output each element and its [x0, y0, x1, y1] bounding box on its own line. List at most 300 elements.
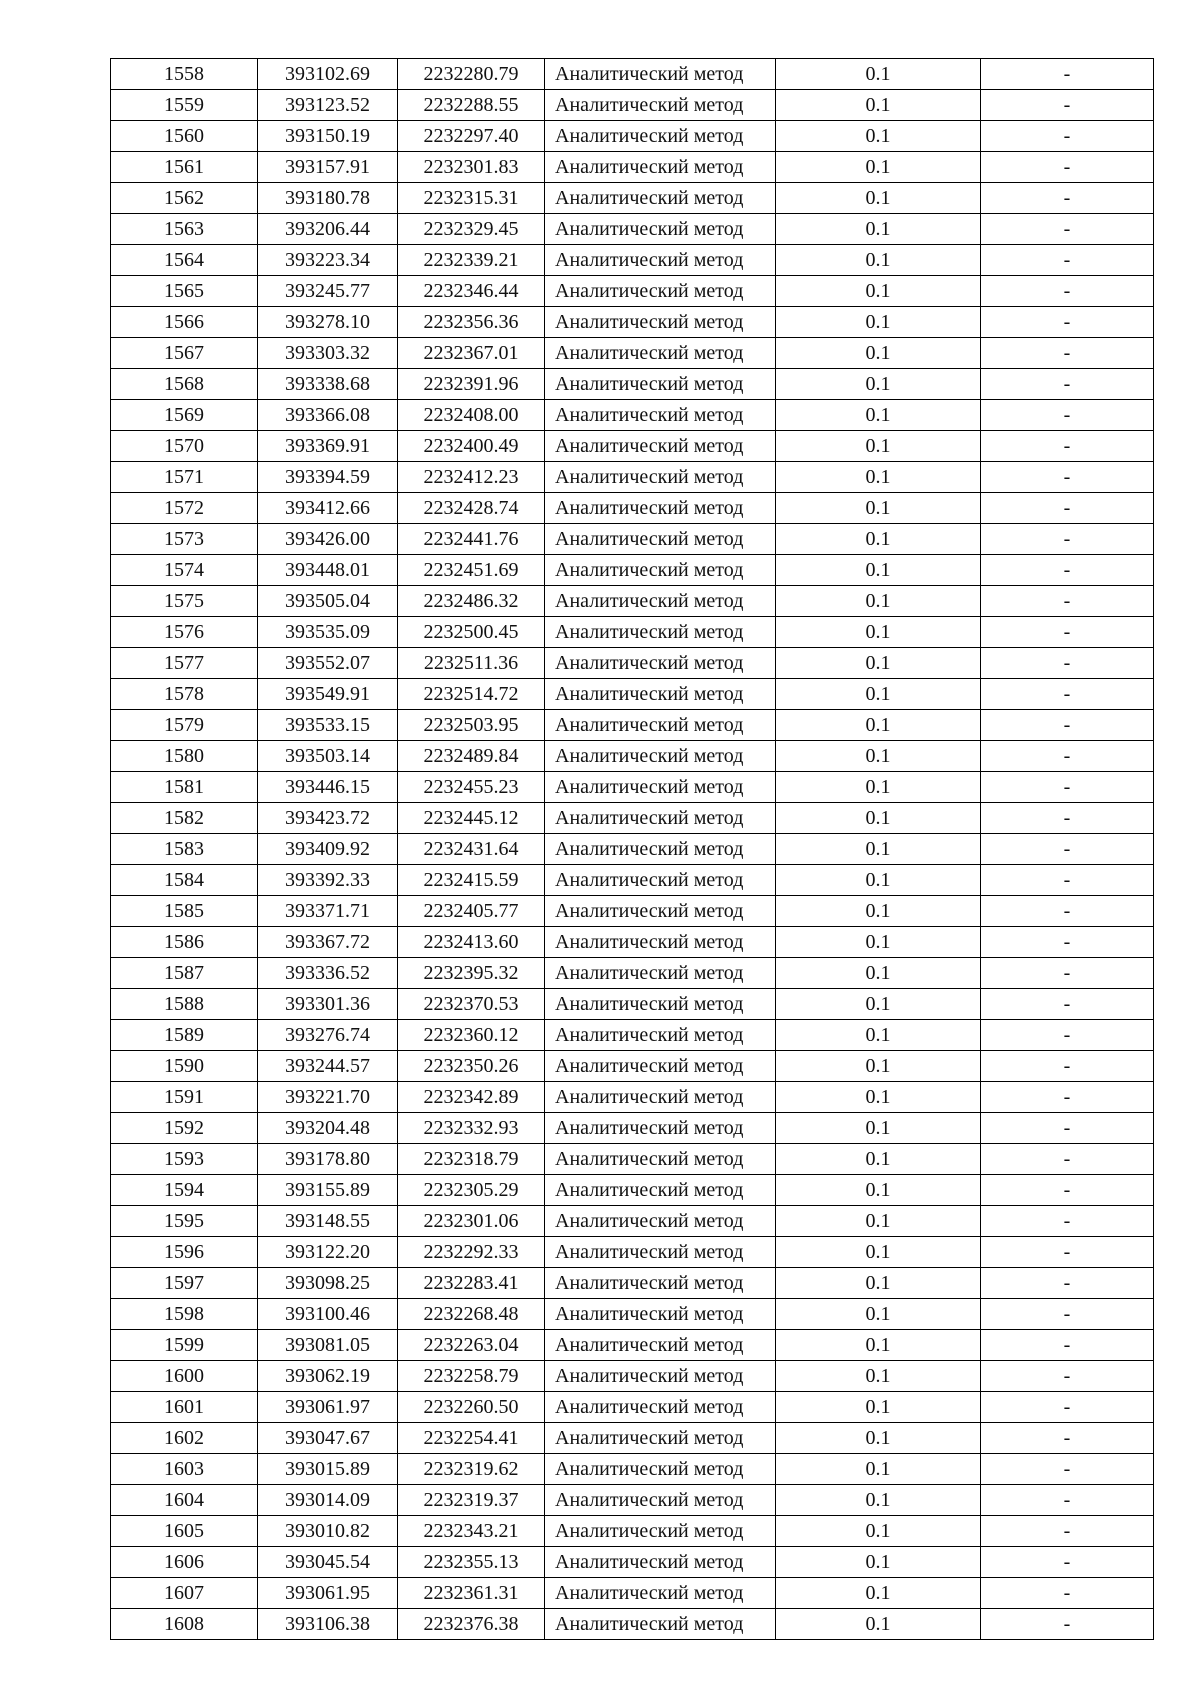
method-cell: Аналитический метод: [545, 1113, 776, 1144]
table-row: [111, 834, 1154, 865]
accuracy-cell: 0.1: [776, 710, 981, 741]
coordinates-table: [110, 58, 1154, 1640]
y-coordinate-cell: 2232431.64: [398, 834, 545, 865]
y-coordinate-cell: 2232260.50: [398, 1392, 545, 1423]
note-cell: -: [981, 586, 1154, 617]
y-coordinate-cell: 2232263.04: [398, 1330, 545, 1361]
x-coordinate-cell: 393503.14: [258, 741, 398, 772]
note-cell: -: [981, 834, 1154, 865]
y-coordinate-cell: 2232305.29: [398, 1175, 545, 1206]
point-number-cell: 1600: [111, 1361, 258, 1392]
accuracy-cell: 0.1: [776, 1454, 981, 1485]
y-coordinate-cell: 2232367.01: [398, 338, 545, 369]
x-coordinate-cell: 393301.36: [258, 989, 398, 1020]
y-coordinate-cell: 2232400.49: [398, 431, 545, 462]
x-coordinate-cell: 393446.15: [258, 772, 398, 803]
point-number-cell: 1608: [111, 1609, 258, 1640]
x-coordinate-cell: 393047.67: [258, 1423, 398, 1454]
y-coordinate-cell: 2232503.95: [398, 710, 545, 741]
table-row: [111, 1392, 1154, 1423]
y-coordinate-cell: 2232288.55: [398, 90, 545, 121]
x-coordinate-cell: 393394.59: [258, 462, 398, 493]
note-cell: -: [981, 1237, 1154, 1268]
point-number-cell: 1597: [111, 1268, 258, 1299]
accuracy-cell: 0.1: [776, 1237, 981, 1268]
method-cell: Аналитический метод: [545, 338, 776, 369]
note-cell: -: [981, 1020, 1154, 1051]
y-coordinate-cell: 2232405.77: [398, 896, 545, 927]
x-coordinate-cell: 393015.89: [258, 1454, 398, 1485]
accuracy-cell: 0.1: [776, 772, 981, 803]
y-coordinate-cell: 2232283.41: [398, 1268, 545, 1299]
y-coordinate-cell: 2232301.83: [398, 152, 545, 183]
x-coordinate-cell: 393100.46: [258, 1299, 398, 1330]
table-row: [111, 1051, 1154, 1082]
note-cell: -: [981, 307, 1154, 338]
point-number-cell: 1593: [111, 1144, 258, 1175]
method-cell: Аналитический метод: [545, 958, 776, 989]
accuracy-cell: 0.1: [776, 1113, 981, 1144]
y-coordinate-cell: 2232339.21: [398, 245, 545, 276]
accuracy-cell: 0.1: [776, 555, 981, 586]
coordinates-table-body: [111, 59, 1154, 1640]
point-number-cell: 1569: [111, 400, 258, 431]
point-number-cell: 1578: [111, 679, 258, 710]
point-number-cell: 1595: [111, 1206, 258, 1237]
table-row: [111, 400, 1154, 431]
note-cell: -: [981, 1113, 1154, 1144]
accuracy-cell: 0.1: [776, 462, 981, 493]
accuracy-cell: 0.1: [776, 214, 981, 245]
x-coordinate-cell: 393552.07: [258, 648, 398, 679]
method-cell: Аналитический метод: [545, 1578, 776, 1609]
y-coordinate-cell: 2232346.44: [398, 276, 545, 307]
x-coordinate-cell: 393244.57: [258, 1051, 398, 1082]
point-number-cell: 1588: [111, 989, 258, 1020]
x-coordinate-cell: 393448.01: [258, 555, 398, 586]
method-cell: Аналитический метод: [545, 462, 776, 493]
point-number-cell: 1594: [111, 1175, 258, 1206]
point-number-cell: 1591: [111, 1082, 258, 1113]
accuracy-cell: 0.1: [776, 834, 981, 865]
method-cell: Аналитический метод: [545, 400, 776, 431]
y-coordinate-cell: 2232489.84: [398, 741, 545, 772]
x-coordinate-cell: 393148.55: [258, 1206, 398, 1237]
method-cell: Аналитический метод: [545, 772, 776, 803]
method-cell: Аналитический метод: [545, 1051, 776, 1082]
y-coordinate-cell: 2232412.23: [398, 462, 545, 493]
point-number-cell: 1579: [111, 710, 258, 741]
point-number-cell: 1592: [111, 1113, 258, 1144]
point-number-cell: 1603: [111, 1454, 258, 1485]
x-coordinate-cell: 393204.48: [258, 1113, 398, 1144]
table-row: [111, 617, 1154, 648]
accuracy-cell: 0.1: [776, 1516, 981, 1547]
x-coordinate-cell: 393366.08: [258, 400, 398, 431]
accuracy-cell: 0.1: [776, 1082, 981, 1113]
x-coordinate-cell: 393245.77: [258, 276, 398, 307]
accuracy-cell: 0.1: [776, 307, 981, 338]
method-cell: Аналитический метод: [545, 896, 776, 927]
table-row: [111, 307, 1154, 338]
note-cell: -: [981, 276, 1154, 307]
accuracy-cell: 0.1: [776, 245, 981, 276]
point-number-cell: 1580: [111, 741, 258, 772]
method-cell: Аналитический метод: [545, 989, 776, 1020]
x-coordinate-cell: 393014.09: [258, 1485, 398, 1516]
y-coordinate-cell: 2232350.26: [398, 1051, 545, 1082]
point-number-cell: 1587: [111, 958, 258, 989]
y-coordinate-cell: 2232268.48: [398, 1299, 545, 1330]
y-coordinate-cell: 2232376.38: [398, 1609, 545, 1640]
accuracy-cell: 0.1: [776, 90, 981, 121]
method-cell: Аналитический метод: [545, 803, 776, 834]
point-number-cell: 1572: [111, 493, 258, 524]
point-number-cell: 1602: [111, 1423, 258, 1454]
note-cell: -: [981, 90, 1154, 121]
note-cell: -: [981, 679, 1154, 710]
method-cell: Аналитический метод: [545, 1237, 776, 1268]
y-coordinate-cell: 2232280.79: [398, 59, 545, 90]
y-coordinate-cell: 2232254.41: [398, 1423, 545, 1454]
x-coordinate-cell: 393338.68: [258, 369, 398, 400]
accuracy-cell: 0.1: [776, 493, 981, 524]
note-cell: -: [981, 338, 1154, 369]
table-row: [111, 493, 1154, 524]
y-coordinate-cell: 2232258.79: [398, 1361, 545, 1392]
point-number-cell: 1565: [111, 276, 258, 307]
note-cell: -: [981, 1516, 1154, 1547]
note-cell: -: [981, 369, 1154, 400]
method-cell: Аналитический метод: [545, 617, 776, 648]
note-cell: -: [981, 400, 1154, 431]
x-coordinate-cell: 393155.89: [258, 1175, 398, 1206]
x-coordinate-cell: 393061.95: [258, 1578, 398, 1609]
y-coordinate-cell: 2232342.89: [398, 1082, 545, 1113]
table-row: [111, 276, 1154, 307]
table-row: [111, 462, 1154, 493]
method-cell: Аналитический метод: [545, 1175, 776, 1206]
note-cell: -: [981, 710, 1154, 741]
note-cell: -: [981, 741, 1154, 772]
x-coordinate-cell: 393549.91: [258, 679, 398, 710]
y-coordinate-cell: 2232315.31: [398, 183, 545, 214]
note-cell: -: [981, 1144, 1154, 1175]
method-cell: Аналитический метод: [545, 214, 776, 245]
point-number-cell: 1567: [111, 338, 258, 369]
note-cell: -: [981, 989, 1154, 1020]
point-number-cell: 1590: [111, 1051, 258, 1082]
y-coordinate-cell: 2232332.93: [398, 1113, 545, 1144]
point-number-cell: 1577: [111, 648, 258, 679]
method-cell: Аналитический метод: [545, 586, 776, 617]
x-coordinate-cell: 393045.54: [258, 1547, 398, 1578]
x-coordinate-cell: 393150.19: [258, 121, 398, 152]
table-row: [111, 1330, 1154, 1361]
x-coordinate-cell: 393426.00: [258, 524, 398, 555]
y-coordinate-cell: 2232511.36: [398, 648, 545, 679]
y-coordinate-cell: 2232301.06: [398, 1206, 545, 1237]
x-coordinate-cell: 393412.66: [258, 493, 398, 524]
note-cell: -: [981, 1175, 1154, 1206]
method-cell: Аналитический метод: [545, 865, 776, 896]
method-cell: Аналитический метод: [545, 1516, 776, 1547]
y-coordinate-cell: 2232428.74: [398, 493, 545, 524]
note-cell: -: [981, 1268, 1154, 1299]
method-cell: Аналитический метод: [545, 1609, 776, 1640]
accuracy-cell: 0.1: [776, 958, 981, 989]
table-row: [111, 152, 1154, 183]
x-coordinate-cell: 393061.97: [258, 1392, 398, 1423]
note-cell: -: [981, 121, 1154, 152]
method-cell: Аналитический метод: [545, 648, 776, 679]
point-number-cell: 1601: [111, 1392, 258, 1423]
method-cell: Аналитический метод: [545, 1361, 776, 1392]
table-row: [111, 369, 1154, 400]
accuracy-cell: 0.1: [776, 1423, 981, 1454]
note-cell: -: [981, 1206, 1154, 1237]
point-number-cell: 1558: [111, 59, 258, 90]
table-row: [111, 245, 1154, 276]
y-coordinate-cell: 2232329.45: [398, 214, 545, 245]
x-coordinate-cell: 393180.78: [258, 183, 398, 214]
method-cell: Аналитический метод: [545, 1485, 776, 1516]
point-number-cell: 1571: [111, 462, 258, 493]
accuracy-cell: 0.1: [776, 121, 981, 152]
point-number-cell: 1582: [111, 803, 258, 834]
accuracy-cell: 0.1: [776, 1206, 981, 1237]
note-cell: -: [981, 617, 1154, 648]
y-coordinate-cell: 2232413.60: [398, 927, 545, 958]
note-cell: -: [981, 59, 1154, 90]
y-coordinate-cell: 2232415.59: [398, 865, 545, 896]
x-coordinate-cell: 393221.70: [258, 1082, 398, 1113]
point-number-cell: 1566: [111, 307, 258, 338]
x-coordinate-cell: 393369.91: [258, 431, 398, 462]
x-coordinate-cell: 393505.04: [258, 586, 398, 617]
accuracy-cell: 0.1: [776, 927, 981, 958]
x-coordinate-cell: 393371.71: [258, 896, 398, 927]
table-row: [111, 338, 1154, 369]
y-coordinate-cell: 2232355.13: [398, 1547, 545, 1578]
table-row: [111, 183, 1154, 214]
x-coordinate-cell: 393102.69: [258, 59, 398, 90]
point-number-cell: 1570: [111, 431, 258, 462]
accuracy-cell: 0.1: [776, 524, 981, 555]
accuracy-cell: 0.1: [776, 338, 981, 369]
accuracy-cell: 0.1: [776, 59, 981, 90]
table-row: [111, 1113, 1154, 1144]
accuracy-cell: 0.1: [776, 865, 981, 896]
table-row: [111, 1206, 1154, 1237]
x-coordinate-cell: 393409.92: [258, 834, 398, 865]
point-number-cell: 1568: [111, 369, 258, 400]
y-coordinate-cell: 2232514.72: [398, 679, 545, 710]
method-cell: Аналитический метод: [545, 1268, 776, 1299]
point-number-cell: 1586: [111, 927, 258, 958]
note-cell: -: [981, 865, 1154, 896]
method-cell: Аналитический метод: [545, 369, 776, 400]
y-coordinate-cell: 2232445.12: [398, 803, 545, 834]
x-coordinate-cell: 393178.80: [258, 1144, 398, 1175]
table-row: [111, 772, 1154, 803]
table-row: [111, 1144, 1154, 1175]
table-row: [111, 1299, 1154, 1330]
point-number-cell: 1604: [111, 1485, 258, 1516]
accuracy-cell: 0.1: [776, 431, 981, 462]
table-row: [111, 555, 1154, 586]
point-number-cell: 1598: [111, 1299, 258, 1330]
accuracy-cell: 0.1: [776, 1361, 981, 1392]
y-coordinate-cell: 2232360.12: [398, 1020, 545, 1051]
note-cell: -: [981, 1299, 1154, 1330]
note-cell: -: [981, 927, 1154, 958]
note-cell: -: [981, 772, 1154, 803]
method-cell: Аналитический метод: [545, 524, 776, 555]
note-cell: -: [981, 214, 1154, 245]
point-number-cell: 1605: [111, 1516, 258, 1547]
y-coordinate-cell: 2232319.37: [398, 1485, 545, 1516]
note-cell: -: [981, 183, 1154, 214]
x-coordinate-cell: 393367.72: [258, 927, 398, 958]
table-row: [111, 431, 1154, 462]
point-number-cell: 1562: [111, 183, 258, 214]
y-coordinate-cell: 2232455.23: [398, 772, 545, 803]
x-coordinate-cell: 393157.91: [258, 152, 398, 183]
note-cell: -: [981, 431, 1154, 462]
accuracy-cell: 0.1: [776, 1392, 981, 1423]
point-number-cell: 1584: [111, 865, 258, 896]
note-cell: -: [981, 1454, 1154, 1485]
note-cell: -: [981, 648, 1154, 679]
method-cell: Аналитический метод: [545, 431, 776, 462]
table-row: [111, 648, 1154, 679]
accuracy-cell: 0.1: [776, 803, 981, 834]
x-coordinate-cell: 393123.52: [258, 90, 398, 121]
y-coordinate-cell: 2232486.32: [398, 586, 545, 617]
table-row: [111, 1268, 1154, 1299]
accuracy-cell: 0.1: [776, 1299, 981, 1330]
accuracy-cell: 0.1: [776, 586, 981, 617]
method-cell: Аналитический метод: [545, 927, 776, 958]
y-coordinate-cell: 2232319.62: [398, 1454, 545, 1485]
table-row: [111, 679, 1154, 710]
x-coordinate-cell: 393533.15: [258, 710, 398, 741]
x-coordinate-cell: 393062.19: [258, 1361, 398, 1392]
accuracy-cell: 0.1: [776, 741, 981, 772]
note-cell: -: [981, 524, 1154, 555]
table-row: [111, 1020, 1154, 1051]
accuracy-cell: 0.1: [776, 1578, 981, 1609]
x-coordinate-cell: 393303.32: [258, 338, 398, 369]
point-number-cell: 1589: [111, 1020, 258, 1051]
x-coordinate-cell: 393010.82: [258, 1516, 398, 1547]
accuracy-cell: 0.1: [776, 369, 981, 400]
y-coordinate-cell: 2232408.00: [398, 400, 545, 431]
note-cell: -: [981, 896, 1154, 927]
table-row: [111, 1082, 1154, 1113]
table-row: [111, 927, 1154, 958]
point-number-cell: 1607: [111, 1578, 258, 1609]
y-coordinate-cell: 2232343.21: [398, 1516, 545, 1547]
point-number-cell: 1581: [111, 772, 258, 803]
note-cell: -: [981, 493, 1154, 524]
x-coordinate-cell: 393278.10: [258, 307, 398, 338]
y-coordinate-cell: 2232356.36: [398, 307, 545, 338]
table-row: [111, 896, 1154, 927]
table-row: [111, 1485, 1154, 1516]
table-row: [111, 989, 1154, 1020]
point-number-cell: 1585: [111, 896, 258, 927]
note-cell: -: [981, 1361, 1154, 1392]
point-number-cell: 1559: [111, 90, 258, 121]
y-coordinate-cell: 2232297.40: [398, 121, 545, 152]
table-row: [111, 865, 1154, 896]
accuracy-cell: 0.1: [776, 1609, 981, 1640]
y-coordinate-cell: 2232391.96: [398, 369, 545, 400]
accuracy-cell: 0.1: [776, 1330, 981, 1361]
method-cell: Аналитический метод: [545, 555, 776, 586]
point-number-cell: 1560: [111, 121, 258, 152]
x-coordinate-cell: 393276.74: [258, 1020, 398, 1051]
accuracy-cell: 0.1: [776, 1485, 981, 1516]
note-cell: -: [981, 1485, 1154, 1516]
y-coordinate-cell: 2232451.69: [398, 555, 545, 586]
method-cell: Аналитический метод: [545, 1392, 776, 1423]
point-number-cell: 1583: [111, 834, 258, 865]
method-cell: Аналитический метод: [545, 307, 776, 338]
note-cell: -: [981, 1051, 1154, 1082]
method-cell: Аналитический метод: [545, 90, 776, 121]
x-coordinate-cell: 393122.20: [258, 1237, 398, 1268]
point-number-cell: 1606: [111, 1547, 258, 1578]
accuracy-cell: 0.1: [776, 1268, 981, 1299]
y-coordinate-cell: 2232292.33: [398, 1237, 545, 1268]
y-coordinate-cell: 2232500.45: [398, 617, 545, 648]
y-coordinate-cell: 2232370.53: [398, 989, 545, 1020]
accuracy-cell: 0.1: [776, 1175, 981, 1206]
accuracy-cell: 0.1: [776, 276, 981, 307]
method-cell: Аналитический метод: [545, 1423, 776, 1454]
x-coordinate-cell: 393423.72: [258, 803, 398, 834]
table-row: [111, 1423, 1154, 1454]
method-cell: Аналитический метод: [545, 1454, 776, 1485]
table-row: [111, 121, 1154, 152]
method-cell: Аналитический метод: [545, 1547, 776, 1578]
note-cell: -: [981, 1423, 1154, 1454]
method-cell: Аналитический метод: [545, 183, 776, 214]
x-coordinate-cell: 393223.34: [258, 245, 398, 276]
accuracy-cell: 0.1: [776, 896, 981, 927]
note-cell: -: [981, 152, 1154, 183]
method-cell: Аналитический метод: [545, 59, 776, 90]
table-row: [111, 741, 1154, 772]
note-cell: -: [981, 958, 1154, 989]
method-cell: Аналитический метод: [545, 245, 776, 276]
x-coordinate-cell: 393106.38: [258, 1609, 398, 1640]
table-row: [111, 586, 1154, 617]
method-cell: Аналитический метод: [545, 1144, 776, 1175]
accuracy-cell: 0.1: [776, 989, 981, 1020]
point-number-cell: 1573: [111, 524, 258, 555]
y-coordinate-cell: 2232361.31: [398, 1578, 545, 1609]
table-row: [111, 1578, 1154, 1609]
note-cell: -: [981, 1547, 1154, 1578]
y-coordinate-cell: 2232318.79: [398, 1144, 545, 1175]
table-row: [111, 1361, 1154, 1392]
table-row: [111, 1547, 1154, 1578]
table-row: [111, 1609, 1154, 1640]
